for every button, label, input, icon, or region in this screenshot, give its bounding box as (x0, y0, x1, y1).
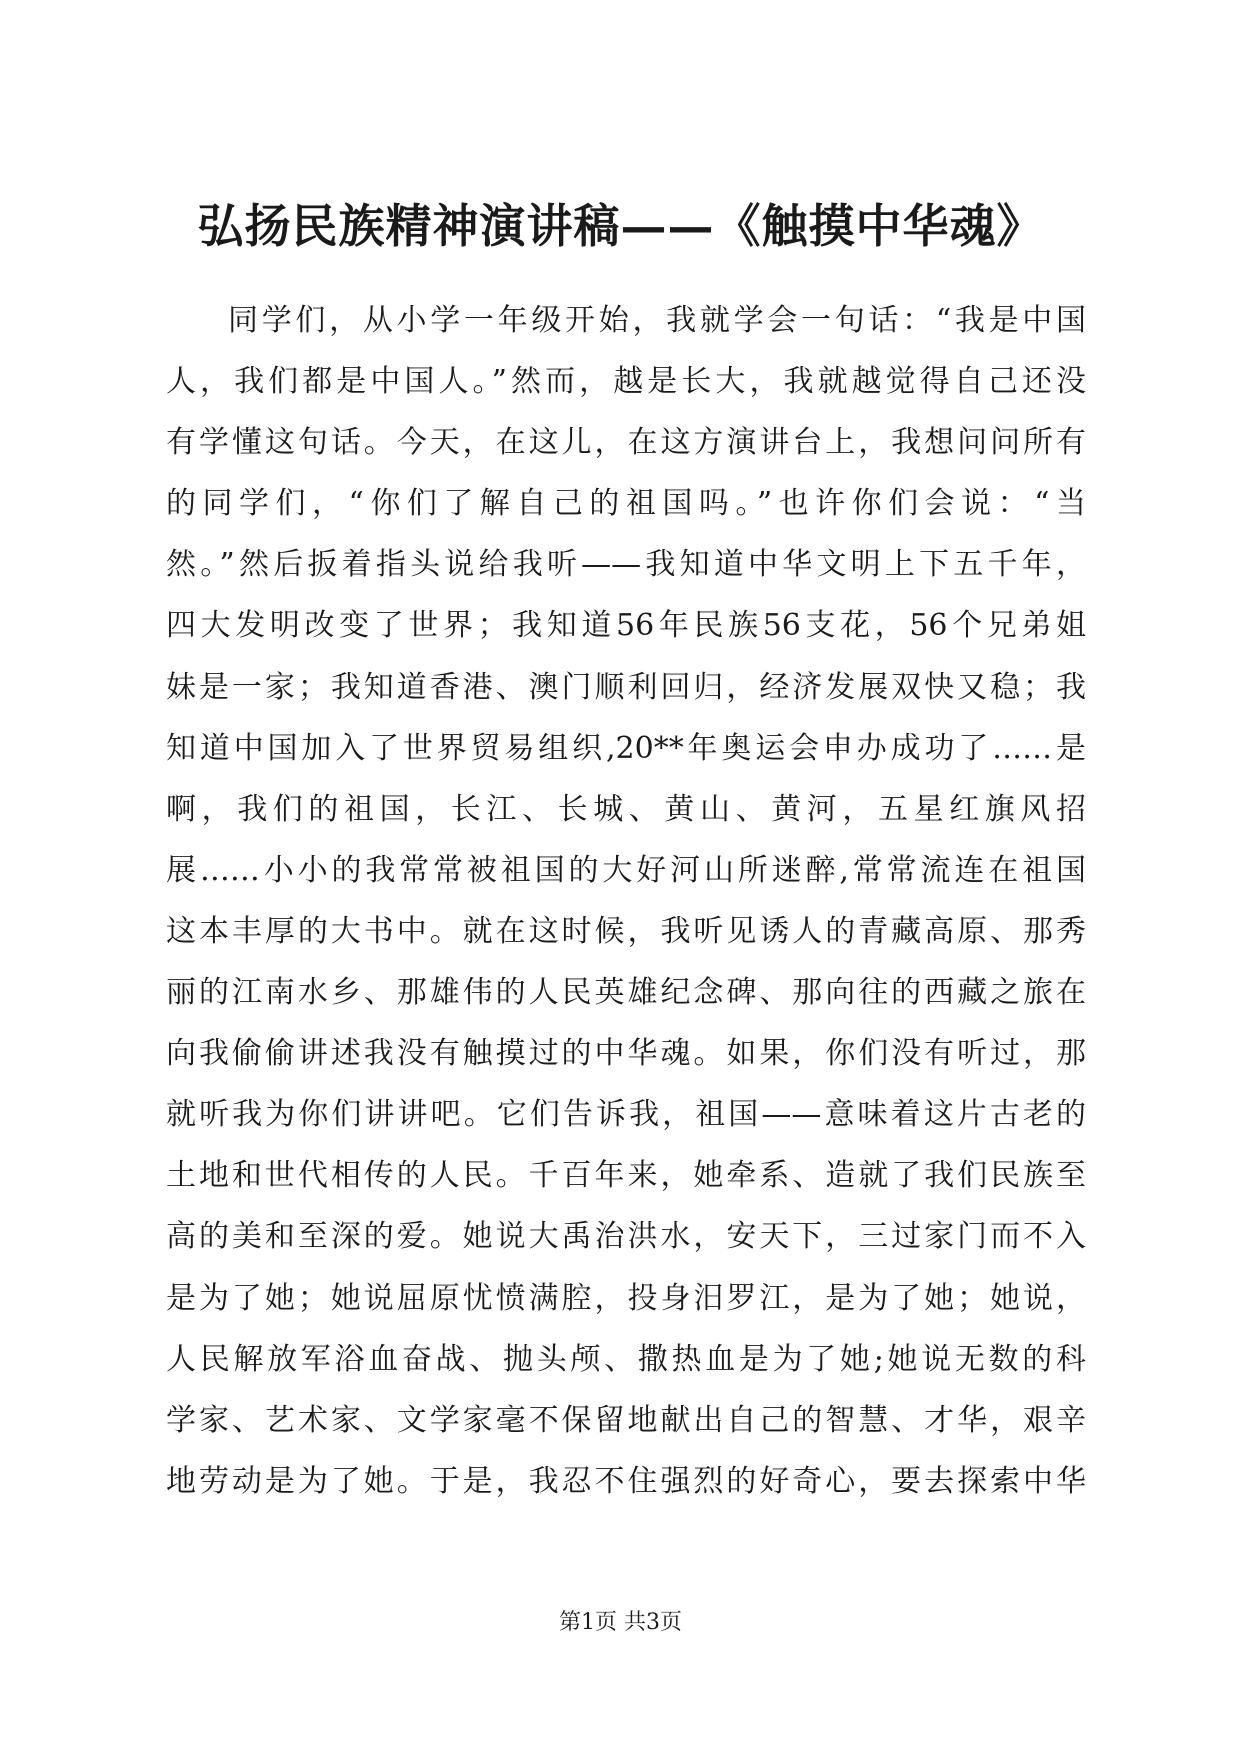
body-line: 人民解放军浴血奋战、抛头颅、撒热血是为了她;她说无数的科 (166, 1341, 1086, 1377)
body-line: 的同学们，“你们了解自己的祖国吗。”也许你们会说：“当 (166, 486, 1086, 522)
body-line: 土地和世代相传的人民。千百年来，她牵系、造就了我们民族至 (166, 1158, 1086, 1194)
body-line: 同学们，从小学一年级开始，我就学会一句话：“我是中国 (228, 303, 1086, 338)
body-line: 丽的江南水乡、那雄伟的人民英雄纪念碑、那向往的西藏之旅在 (166, 975, 1086, 1011)
body-line: 四大发明改变了世界；我知道56年民族56支花，56个兄弟姐 (166, 608, 1086, 644)
body-line: 妹是一家；我知道香港、澳门顺利回归，经济发展双快又稳；我 (166, 669, 1086, 705)
page-number-footer: 第1页 共3页 (559, 1610, 682, 1635)
document-body (166, 290, 1086, 1512)
body-line: 展……小小的我常常被祖国的大好河山所迷醉,常常流连在祖国 (166, 852, 1086, 888)
body-line: 知道中国加入了世界贸易组织,20**年奥运会申办成功了……是 (166, 730, 1086, 766)
body-line: 是为了她；她说屈原忧愤满腔，投身汨罗江，是为了她；她说， (166, 1280, 1086, 1316)
body-line: 学家、艺术家、文学家毫不保留地献出自己的智慧、才华，艰辛 (166, 1402, 1086, 1438)
body-line: 高的美和至深的爱。她说大禹治洪水，安天下，三过家门而不入 (166, 1219, 1086, 1255)
body-line: 向我偷偷讲述我没有触摸过的中华魂。如果，你们没有听过，那 (166, 1036, 1086, 1072)
body-line: 就听我为你们讲讲吧。它们告诉我，祖国——意味着这片古老的 (166, 1097, 1086, 1133)
body-line: 有学懂这句话。今天，在这儿，在这方演讲台上，我想问问所有 (166, 425, 1086, 461)
body-line: 地劳动是为了她。于是，我忍不住强烈的好奇心，要去探索中华 (166, 1463, 1086, 1499)
body-line: 这本丰厚的大书中。就在这时候，我听见诱人的青藏高原、那秀 (166, 913, 1086, 949)
body-line: 然。”然后扳着指头说给我听——我知道中华文明上下五千年， (166, 547, 1086, 583)
document-title: 弘扬民族精神演讲稿——《触摸中华魂》 (197, 199, 1044, 253)
body-line: 人，我们都是中国人。”然而，越是长大，我就越觉得自己还没 (166, 364, 1086, 400)
body-line: 啊，我们的祖国，长江、长城、黄山、黄河，五星红旗风招 (166, 791, 1086, 827)
